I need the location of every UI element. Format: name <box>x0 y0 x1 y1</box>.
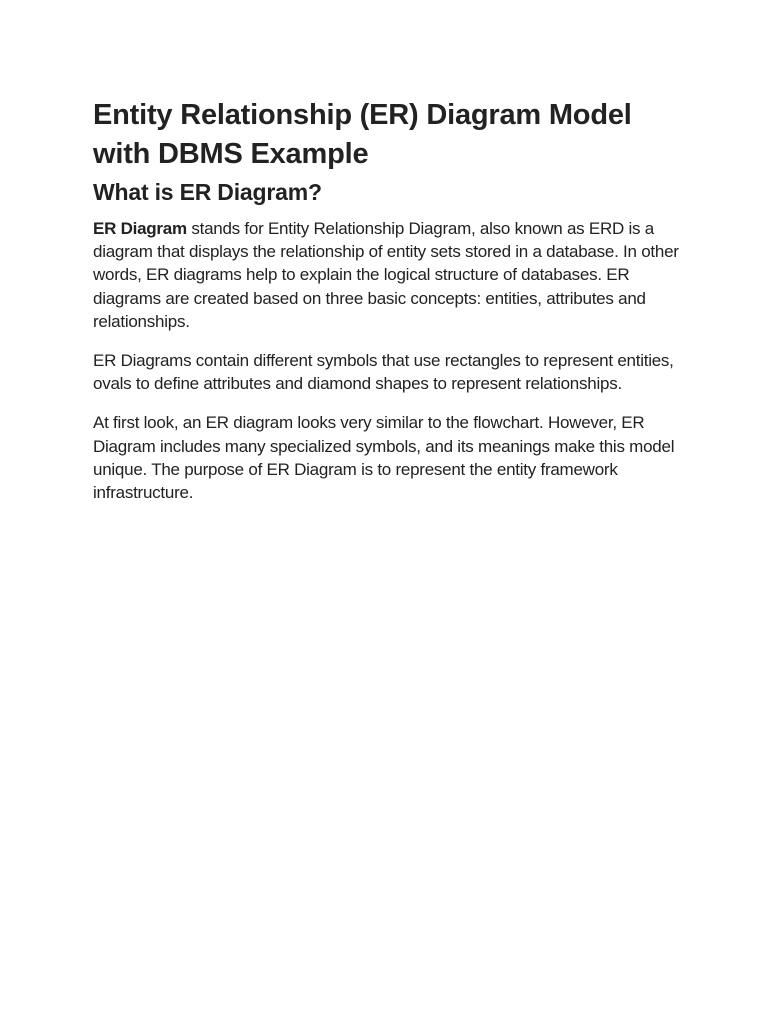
document-page <box>93 96 683 504</box>
paragraph-intro-text: stands for Entity Relationship Diagram, also known as ERD is a diagram that displays the relationship of entity sets stored in a database. In other words, ER diagrams help to explain the logical structure of databases. ER diagrams are created based on three basic concepts: entities, attributes and relationships. <box>93 219 679 331</box>
bold-term: ER Diagram <box>93 219 187 238</box>
paragraph-symbols: ER Diagrams contain different symbols that use rectangles to represent entities, ovals to define attributes and diamond shapes to represent relationships. <box>93 351 674 394</box>
page-title: Entity Relationship (ER) Diagram Model with DBMS Example <box>93 99 632 170</box>
section-heading: What is ER Diagram? <box>93 179 322 205</box>
paragraph-flowchart: At first look, an ER diagram looks very similar to the flowchart. However, ER Diagram includes many specialized symbols, and its meanings make this model unique. The purpose of ER Diagram is to represent the entity framework infrastructure. <box>93 413 675 503</box>
paragraph-intro <box>93 217 683 333</box>
